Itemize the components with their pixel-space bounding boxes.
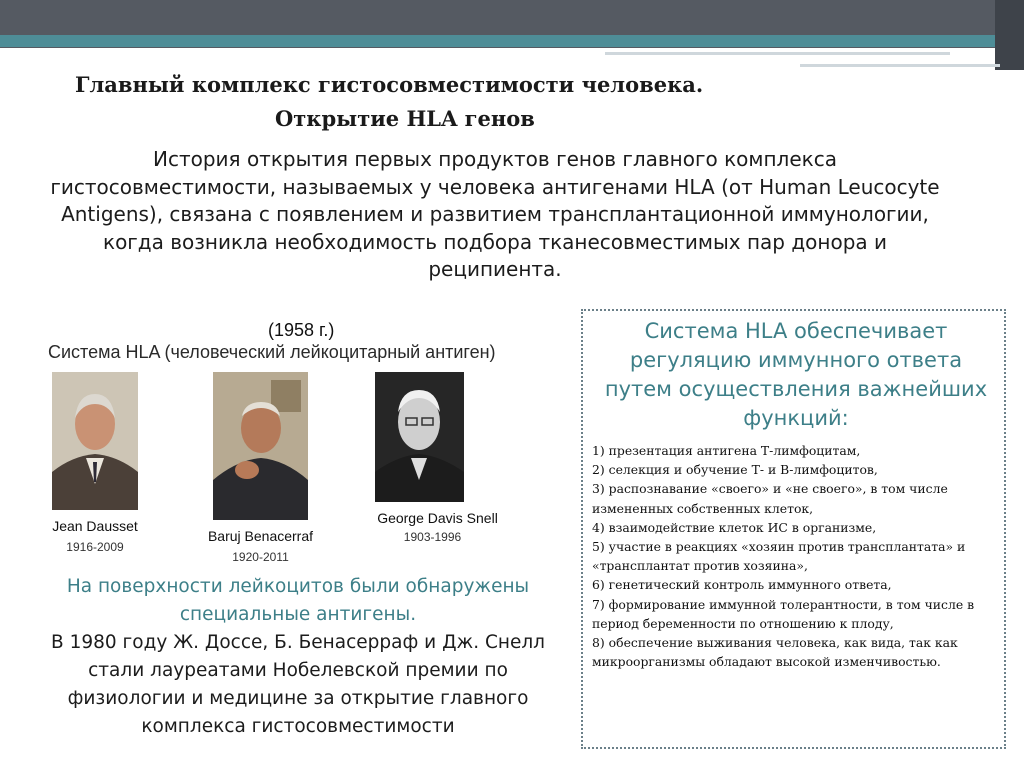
functions-list [592,441,992,671]
figure-year: (1958 г.) [268,320,335,340]
nobel-prize-note: В 1980 году Ж. Досcе, Б. Бенасерраф и Дж. Снелл стали лауреатами Нобелевской премии по физиологии и медицине за открытие главного комплекса гистосовместимости [51,632,545,737]
functions-title: Система HLA обеспечивает регуляцию иммунного ответа путем осуществления важнейших функций: [604,319,988,430]
person-name: Jean Dausset [52,518,138,534]
slide-title-line1: Главный комплекс гистосовместимости человека. [75,72,704,97]
person-name: George Davis Snell [377,510,498,526]
antigens-note: На поверхности лейкоцитов были обнаружены специальные антигены. [66,576,530,625]
list-item: 7) формирование иммунной толерантности, в том числе в период беременности по отношению к плоду, [592,596,975,631]
person-name: Baruj Benacerraf [207,528,314,544]
portrait-photo [52,372,138,510]
list-item: 1) презентация антигена Т-лимфоцитам, [592,443,861,458]
person-years: 1903-1996 [403,530,462,544]
header-corner-block [995,0,1024,70]
list-item: 5) участие в реакциях «хозяин против трансплантата» и «трансплантат против хозяина», [592,539,966,574]
list-item: 2) селекция и обучение Т- и В-лимфоцитов, [592,462,878,478]
list-item: 4) взаимодействие клеток ИС в организме, [592,519,877,535]
list-item: 3) распознавание «своего» и «не своего», в том числе измененных собственных клеток, [592,481,948,516]
decor-line [605,52,950,55]
discovery-note [38,573,558,741]
list-item: 8) обеспечение выживания человека, как вида, так как микроорганизмы обладают высокой изменчивостью. [592,635,958,670]
portrait-photo [213,372,308,520]
portrait-photo [375,372,464,502]
person-years: 1920-2011 [232,550,289,564]
intro-paragraph: История открытия первых продуктов генов главного комплекса гистосовместимости, называемых у человека антигенами HLA (от Human Leucocyte Antigens), связана с появлением и развитием трансплантационной иммунологии, когда возникла необходимость подбора тканесовместимых пар донора и реципиента. [50,147,940,281]
slide-title-line2: Открытие HLA генов [275,106,535,131]
decor-line [800,64,1000,67]
figure-label: Система HLA (человеческий лейкоцитарный антиген) [48,342,496,362]
header-accent-stripe [0,35,1000,47]
list-item: 6) генетический контроль иммунного ответа, [592,577,892,593]
person-years: 1916-2009 [66,540,124,554]
